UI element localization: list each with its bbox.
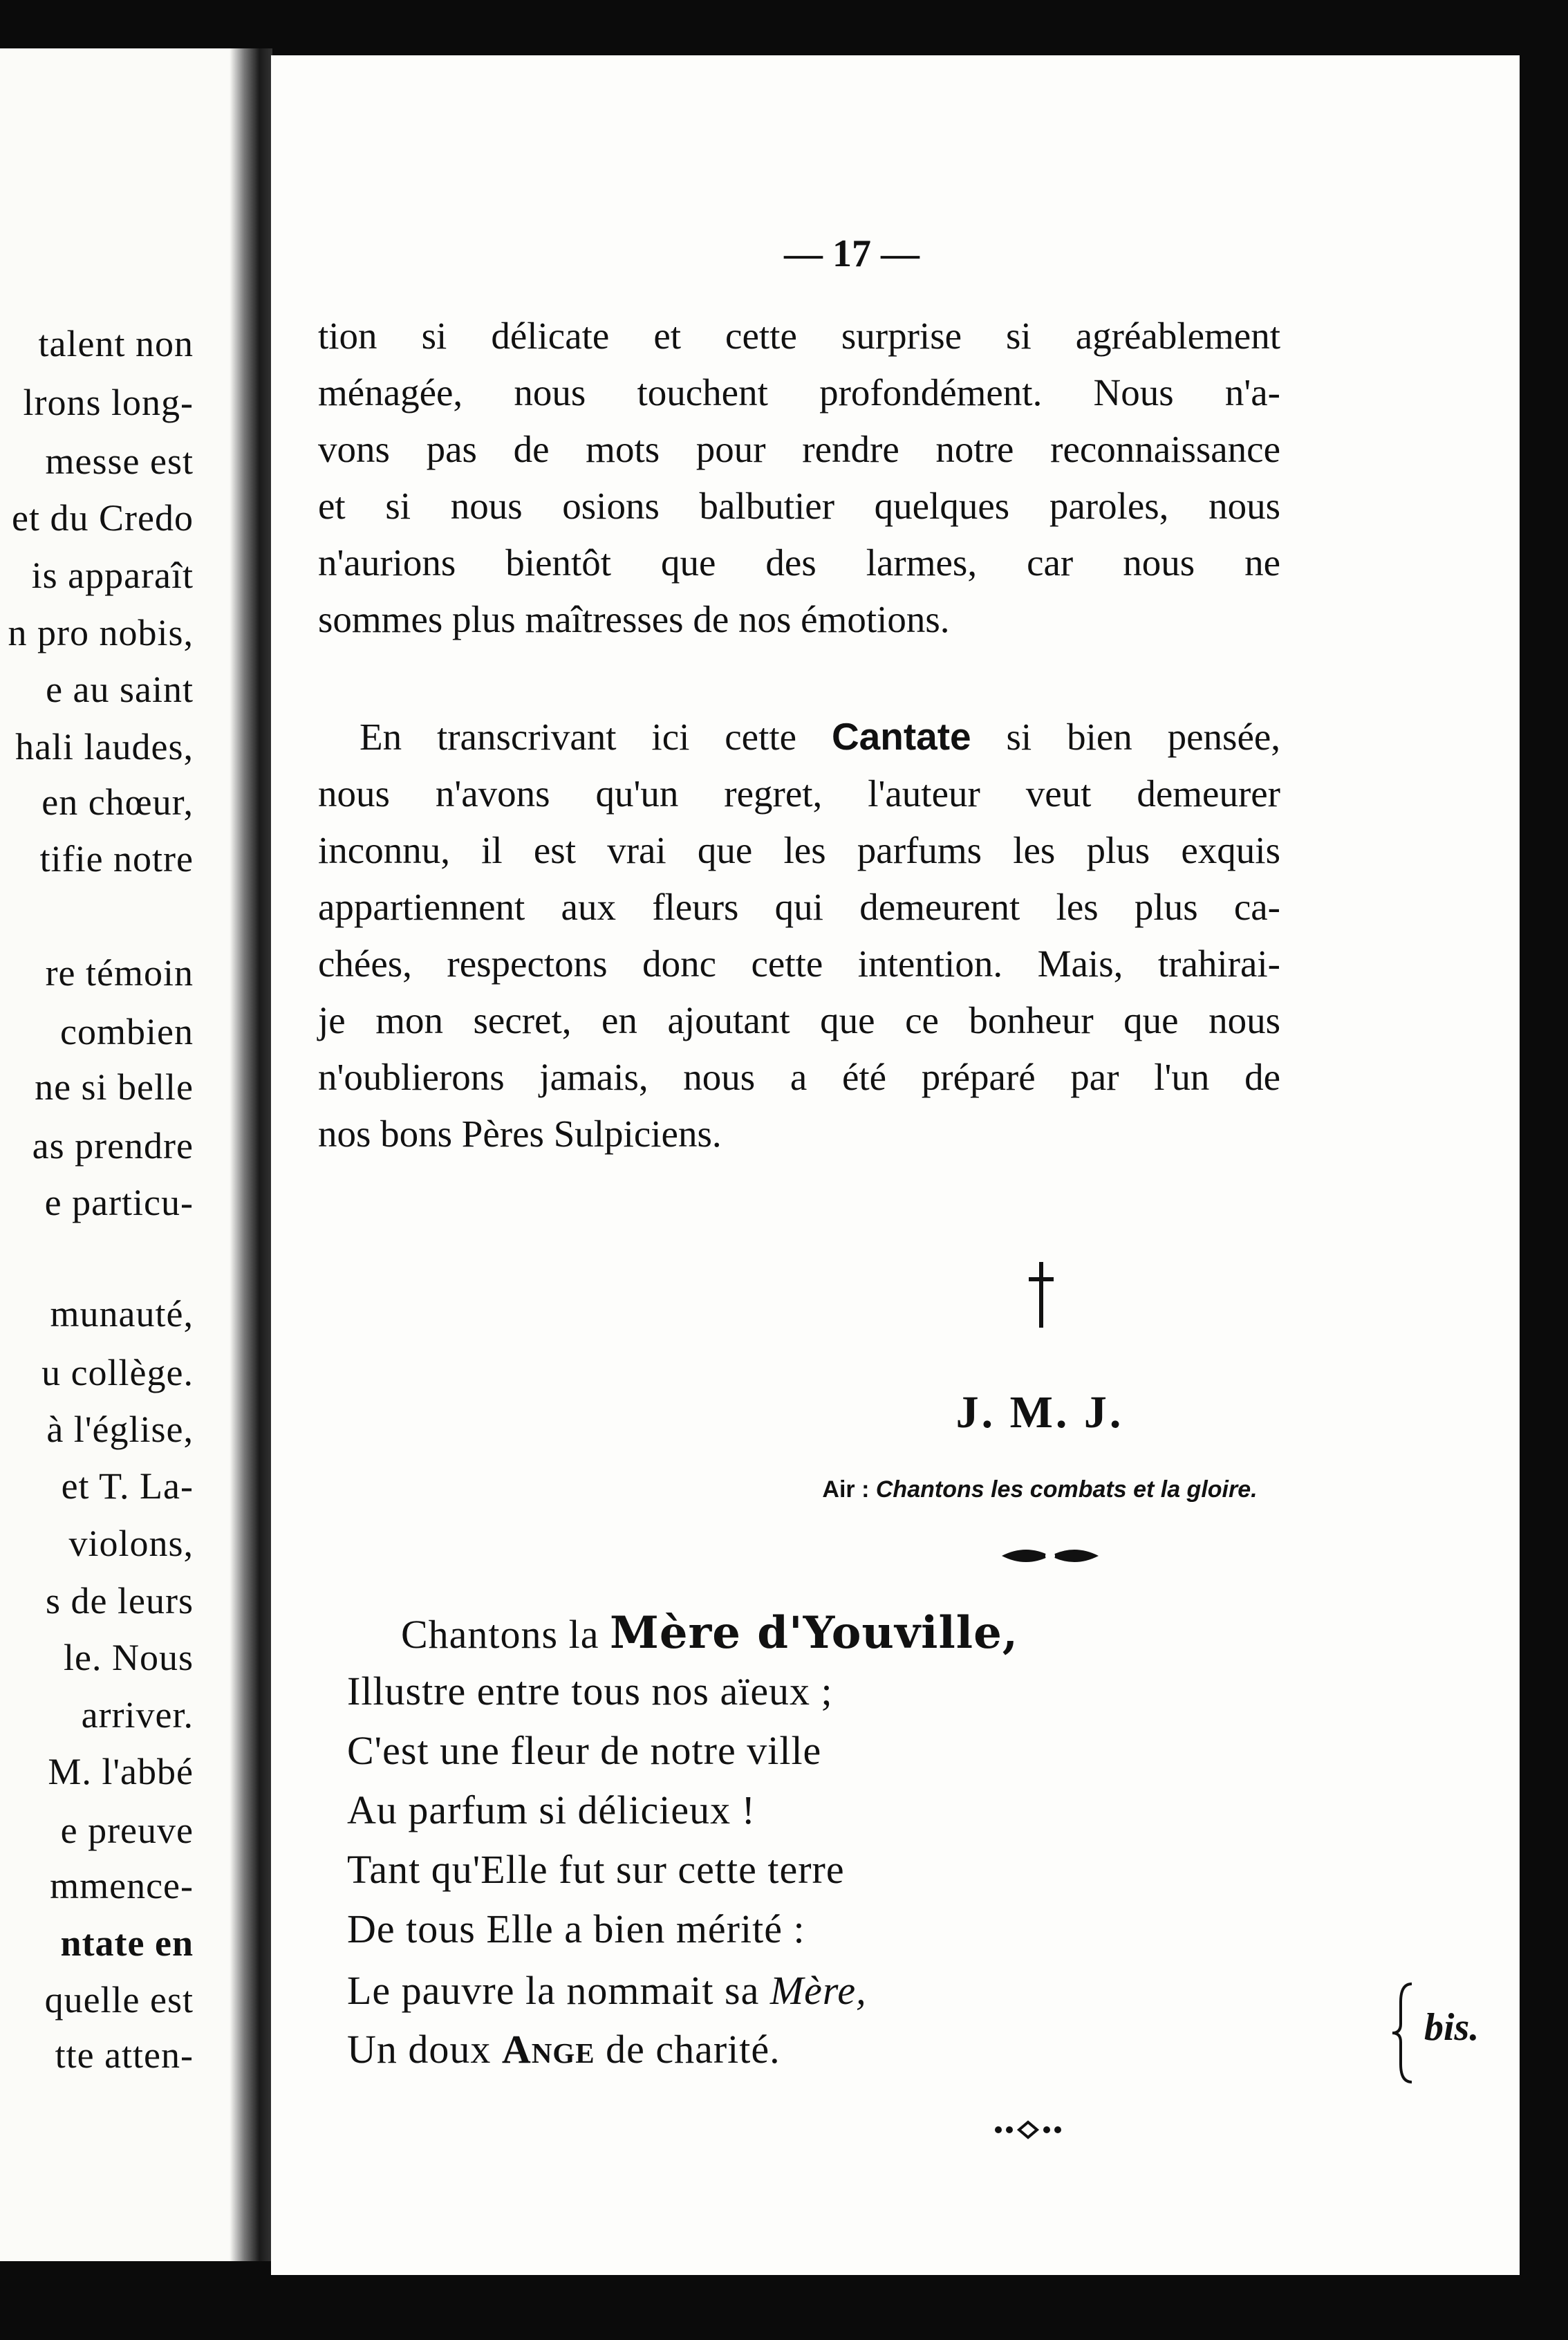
verse-line: C'est une fleur de notre ville [347, 1728, 822, 1773]
air-title: Chantons les combats et la gloire. [875, 1476, 1258, 1503]
brace-icon [1390, 1981, 1417, 2085]
verse-line-8 [347, 2027, 781, 2072]
left-page-line: is apparaît [31, 555, 194, 596]
left-page-line: ne si belle [35, 1066, 194, 1108]
paragraph-2-line: inconnu, il est vrai que les parfums les plus exquis [318, 829, 1280, 871]
verse-line: Tant qu'Elle fut sur cette terre [347, 1847, 845, 1892]
left-page-line: u collège. [41, 1352, 194, 1393]
verse-1-text: Chantons la [401, 1612, 599, 1657]
left-page-line: à l'église, [46, 1409, 194, 1450]
left-page-line: ntate en [60, 1922, 194, 1964]
paragraph-1-line: vons pas de mots pour rendre notre reconnaissance [318, 428, 1280, 470]
cantate-word: Cantate [831, 715, 971, 758]
left-page-line: hali laudes, [15, 726, 194, 768]
verse-8-text-after: de charité. [606, 2027, 781, 2072]
paragraph-2-line: je mon secret, en ajoutant que ce bonheur que nous [318, 999, 1280, 1041]
paragraph-2-line: nos bons Pères Sulpiciens. [318, 1113, 722, 1155]
small-ornament-icon [990, 2119, 1066, 2140]
left-page-line: mmence- [50, 1865, 194, 1906]
paragraph-2-line: nous n'avons qu'un regret, l'auteur veut demeurer [318, 772, 1280, 815]
left-page-line: n pro nobis, [8, 612, 194, 653]
paragraph-1-line: et si nous osions balbutier quelques paroles, nous [318, 485, 1280, 527]
verse-line: Au parfum si délicieux ! [347, 1788, 756, 1832]
cross-icon [1027, 1262, 1055, 1328]
left-page-line: et T. La- [61, 1465, 194, 1507]
fleuron-ornament-icon [998, 1542, 1102, 1570]
left-page-line: en chœur, [41, 781, 194, 823]
verse-7-mere: Mère, [769, 1968, 867, 2013]
page-number: — 17 — [784, 232, 920, 275]
left-page-line: munauté, [50, 1293, 194, 1335]
left-page-line: violons, [68, 1523, 194, 1564]
paragraph-1-line: ménagée, nous touchent profondément. Nous n'a- [318, 371, 1280, 414]
left-page-line: tte atten- [55, 2034, 194, 2076]
p2-text-before: En transcrivant ici cette [360, 716, 797, 758]
left-page-line: talent non [38, 323, 194, 364]
paragraph-2-line: chées, respectons donc cette intention. Mais, trahirai- [318, 943, 1280, 985]
book-gutter [230, 48, 272, 2261]
right-page [271, 55, 1520, 2275]
verse-8-ange: Ange [501, 2027, 595, 2072]
verse-line-1 [401, 1607, 1019, 1659]
mere-dyouville-blackletter: Mère d'Youville, [609, 1607, 1019, 1659]
left-page-line: le. Nous [64, 1637, 194, 1678]
left-page-line: messe est [45, 440, 194, 482]
paragraph-2-first-line [360, 715, 1281, 758]
air-label: Air : [822, 1476, 870, 1503]
left-page-line: e particu- [44, 1182, 194, 1223]
left-page-line: lrons long- [23, 382, 194, 423]
left-page-line: as prendre [32, 1125, 194, 1167]
paragraph-1-line: n'aurions bientôt que des larmes, car nous ne [318, 541, 1280, 584]
left-page-line: e preuve [60, 1810, 194, 1851]
verse-line: Illustre entre tous nos aïeux ; [347, 1669, 833, 1714]
left-page [0, 48, 257, 2261]
paragraph-2-line: n'oublierons jamais, nous a été préparé par l'un de [318, 1056, 1280, 1098]
left-page-line: s de leurs [46, 1580, 194, 1622]
left-page-line: combien [60, 1011, 194, 1052]
air-line [672, 1476, 1408, 1503]
verse-line-7 [347, 1968, 867, 2013]
verse-7-text: Le pauvre la nommait sa [347, 1968, 760, 2013]
left-page-line: quelle est [44, 1979, 194, 2021]
bis-label: bis. [1424, 2006, 1480, 2049]
left-page-line: M. l'abbé [48, 1751, 194, 1792]
paragraph-1-line: tion si délicate et cette surprise si agréablement [318, 315, 1280, 357]
left-page-line: e au saint [46, 669, 194, 710]
jmj-heading: J. M. J. [955, 1387, 1124, 1438]
left-page-line: arriver. [81, 1694, 194, 1736]
left-page-line: et du Credo [12, 497, 194, 539]
paragraph-1-line: sommes plus maîtresses de nos émotions. [318, 598, 950, 640]
left-page-line: re témoin [45, 952, 194, 994]
p2-text-after: si bien pensée, [1006, 716, 1281, 758]
paragraph-2-line: appartiennent aux fleurs qui demeurent les plus ca- [318, 886, 1280, 928]
verse-8-text-before: Un doux [347, 2027, 492, 2072]
left-page-line: tifie notre [39, 838, 194, 880]
verse-line: De tous Elle a bien mérité : [347, 1906, 805, 1951]
